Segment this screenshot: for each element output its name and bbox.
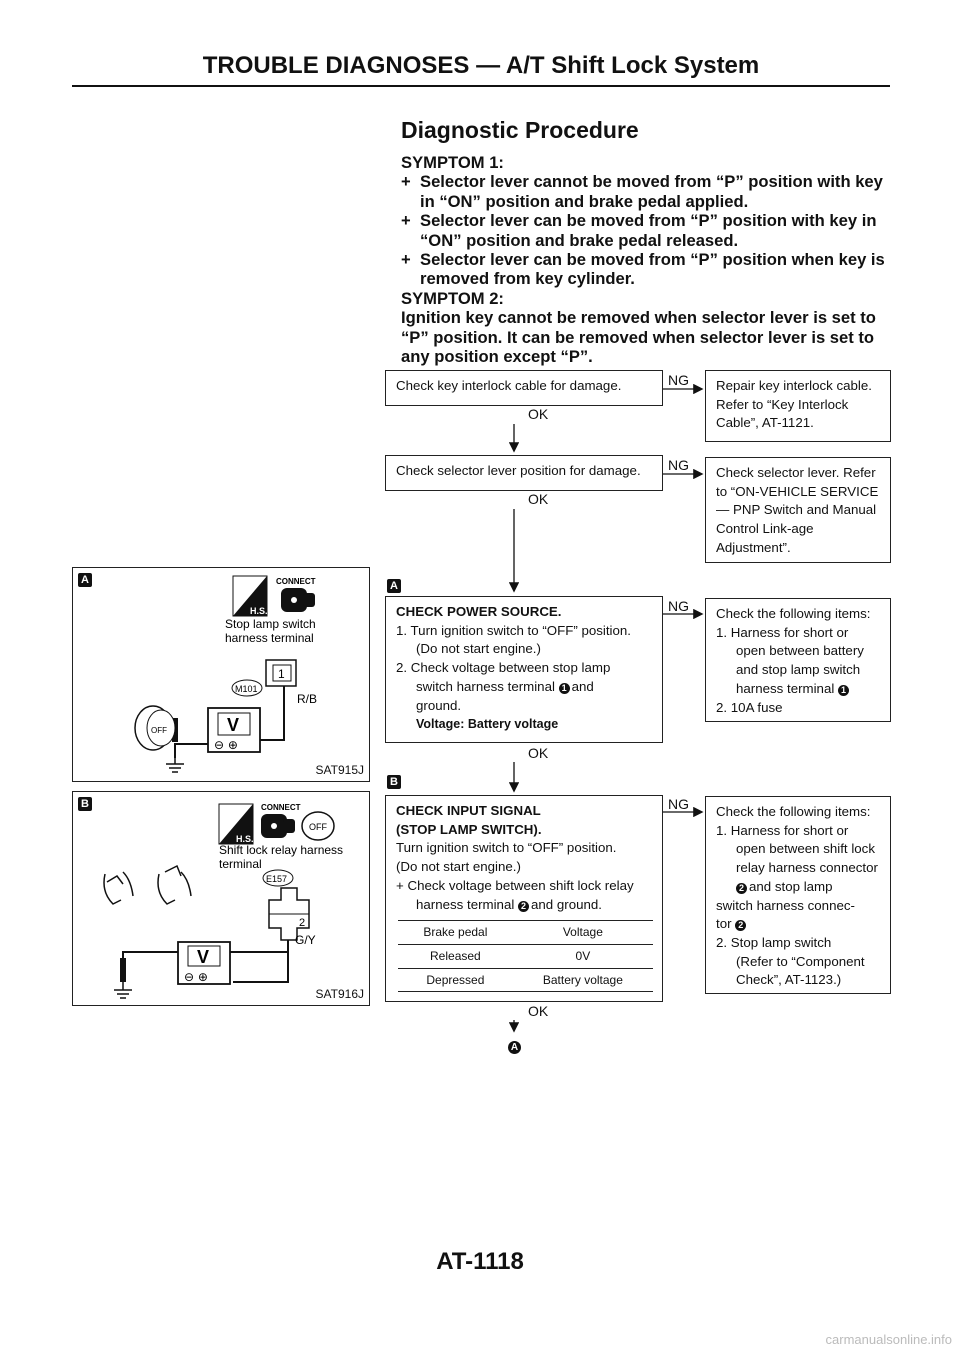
step3-voltage-spec: Voltage: Battery voltage xyxy=(416,717,559,732)
svg-text:⊖ ⊕: ⊖ ⊕ xyxy=(214,738,238,752)
step2-check-box xyxy=(385,455,663,491)
step2-check-text: Check selector lever position for damage. xyxy=(396,463,641,478)
symptom1-item: + Selector lever can be moved from “P” position when key is removed from key cylinder. xyxy=(401,250,885,289)
table-header: Voltage xyxy=(513,921,653,945)
wire-color: G/Y xyxy=(295,933,316,947)
step3-ng-label: NG xyxy=(668,598,689,614)
connector-icon xyxy=(261,814,295,838)
connector-icon xyxy=(281,588,315,612)
step3-line: switch harness terminal 1 and xyxy=(416,678,594,694)
step3-ok-label: OK xyxy=(528,745,549,761)
step3-check-box xyxy=(385,596,663,743)
svg-text:M101: M101 xyxy=(235,684,258,694)
svg-text:V: V xyxy=(227,715,240,735)
figure-b xyxy=(72,791,370,1006)
symptom1-item: + Selector lever can be moved from “P” position with key in “ON” position and brake pedal released. xyxy=(401,211,877,250)
step4-ng-line: Check”, AT-1123.) xyxy=(736,972,842,988)
step1-ng-text: Repair key interlock cable. Refer to “Key Interlock Cable”, AT-1121. xyxy=(716,378,872,431)
step4-line: (Do not start engine.) xyxy=(396,859,521,875)
step3-ng-line: Check the following items: xyxy=(716,606,871,621)
step4-ng-line: 2. Stop lamp switch xyxy=(716,934,832,950)
step-marker-a: A xyxy=(387,576,401,594)
figure-b-marker: B xyxy=(78,797,92,811)
fig-a-caption: harness terminal xyxy=(225,631,314,645)
brake-pedal-icon xyxy=(104,866,191,904)
terminal-2-icon: 2 xyxy=(735,920,746,931)
step4-line: + Check voltage between shift lock relay xyxy=(396,877,634,893)
step4-ng-line: open between shift lock xyxy=(736,841,875,857)
fig-a-caption: Stop lamp switch xyxy=(225,617,316,631)
watermark: carmanualsonline.info xyxy=(825,1332,952,1347)
svg-text:OFF: OFF xyxy=(309,822,327,832)
fig-b-caption: Shift lock relay harness xyxy=(219,843,344,857)
step3-ng-line: harness terminal 1 xyxy=(716,680,880,699)
symptom1-heading: SYMPTOM 1: xyxy=(401,153,504,172)
step2-ng-label: NG xyxy=(668,457,689,473)
ground-icon xyxy=(114,982,132,998)
symptom2-heading: SYMPTOM 2: xyxy=(401,288,504,308)
page-number: AT-1118 xyxy=(436,1248,524,1275)
step4-ng-line: (Refer to “Component xyxy=(736,953,865,969)
ignition-key-icon xyxy=(302,812,334,840)
table-header: Brake pedal xyxy=(398,921,513,945)
step3-line: (Do not start engine.) xyxy=(416,641,541,657)
symptom2-text: Ignition key cannot be removed when selector lever is set to “P” position. It can be removed when selector lever is set to any position except “P”. xyxy=(401,308,876,367)
step1-check-text: Check key interlock cable for damage. xyxy=(396,378,622,393)
step4-check-box xyxy=(385,795,663,1002)
svg-text:V: V xyxy=(197,947,210,967)
step4-ng-line: relay harness connector xyxy=(736,860,878,876)
step-marker-b: B xyxy=(387,772,401,790)
step1-ng-label: NG xyxy=(668,372,689,388)
bullet-mark: + xyxy=(401,250,411,270)
symptom1-item: + Selector lever cannot be moved from “P” position with key in “ON” position and brake pedal applied. xyxy=(401,172,883,211)
terminal-1-icon: 1 xyxy=(559,683,570,694)
step4-title: CHECK INPUT SIGNAL xyxy=(396,803,541,818)
step4-title: (STOP LAMP SWITCH). xyxy=(396,821,542,837)
step1-check-box xyxy=(385,370,663,406)
table-row: Depressed Battery voltage xyxy=(398,968,653,992)
svg-text:E157: E157 xyxy=(266,874,288,884)
step4-ng-box xyxy=(705,796,891,994)
step3-line: 1. Turn ignition switch to “OFF” position. xyxy=(396,622,632,638)
bullet-mark: + xyxy=(401,211,411,231)
step4-ng-line: 2 and stop lamp xyxy=(716,878,880,897)
wire-color: R/B xyxy=(297,692,318,706)
connect-label: CONNECT xyxy=(276,577,316,586)
connect-label: CONNECT xyxy=(261,803,301,812)
figure-b-diagram xyxy=(73,792,369,1005)
voltage-table xyxy=(398,920,653,992)
step4-ng-line: 1. Harness for short or xyxy=(716,822,849,838)
step4-ng-line: switch harness connec- xyxy=(716,897,855,913)
step3-line: ground. xyxy=(416,697,462,713)
hs-label: H.S. xyxy=(250,606,268,616)
step4-line: harness terminal 2 and ground. xyxy=(416,896,602,912)
step3-ng-line: 1. Harness for short or xyxy=(716,624,849,640)
hs-label: H.S. xyxy=(236,834,254,844)
terminal-2-icon: 2 xyxy=(736,883,747,894)
step3-title: CHECK POWER SOURCE. xyxy=(396,604,562,619)
step3-ng-line: open between battery xyxy=(736,643,864,659)
bullet-mark: + xyxy=(401,172,411,192)
terminal-number: 1 xyxy=(278,667,285,681)
svg-text:⊖ ⊕: ⊖ ⊕ xyxy=(184,970,208,984)
section-title: Diagnostic Procedure xyxy=(401,117,639,143)
step2-ok-label: OK xyxy=(528,491,549,507)
step2-ng-box xyxy=(705,457,891,563)
step4-ng-label: NG xyxy=(668,796,689,812)
step4-ok-label: OK xyxy=(528,1003,549,1019)
step4-ng-line: tor 2 xyxy=(716,915,880,934)
fig-b-caption: terminal xyxy=(219,857,262,871)
step3-ng-line: 2. 10A fuse xyxy=(716,699,783,715)
table-row: Released 0V xyxy=(398,944,653,968)
figure-a-diagram xyxy=(73,568,369,781)
step3-line: 2. Check voltage between stop lamp xyxy=(396,660,611,676)
step4-line: Turn ignition switch to “OFF” position. xyxy=(396,840,617,856)
ignition-key-icon xyxy=(135,706,175,750)
figure-b-id: SAT916J xyxy=(315,987,364,1001)
ground-icon xyxy=(166,758,184,772)
step2-ng-text: Check selector lever. Refer to “ON-VEHICLE SERVICE — PNP Switch and Manual Control Link-age Adjustment”. xyxy=(716,465,879,555)
step3-ng-line: and stop lamp switch xyxy=(736,662,861,678)
continue-to-a: A xyxy=(508,1037,523,1055)
page-header: TROUBLE DIAGNOSES — A/T Shift Lock System xyxy=(202,52,760,79)
step3-ng-box xyxy=(705,598,891,722)
step1-ok-label: OK xyxy=(528,406,549,422)
figure-a-id: SAT915J xyxy=(315,763,364,777)
step1-ng-box xyxy=(705,370,891,442)
step4-ng-line: Check the following items: xyxy=(716,804,871,819)
figure-a-marker: A xyxy=(78,573,92,587)
svg-text:OFF: OFF xyxy=(151,726,167,735)
terminal-1-icon: 1 xyxy=(838,685,849,696)
terminal-number: 2 xyxy=(299,917,306,929)
terminal-2-icon: 2 xyxy=(518,901,529,912)
figure-a xyxy=(72,567,370,782)
